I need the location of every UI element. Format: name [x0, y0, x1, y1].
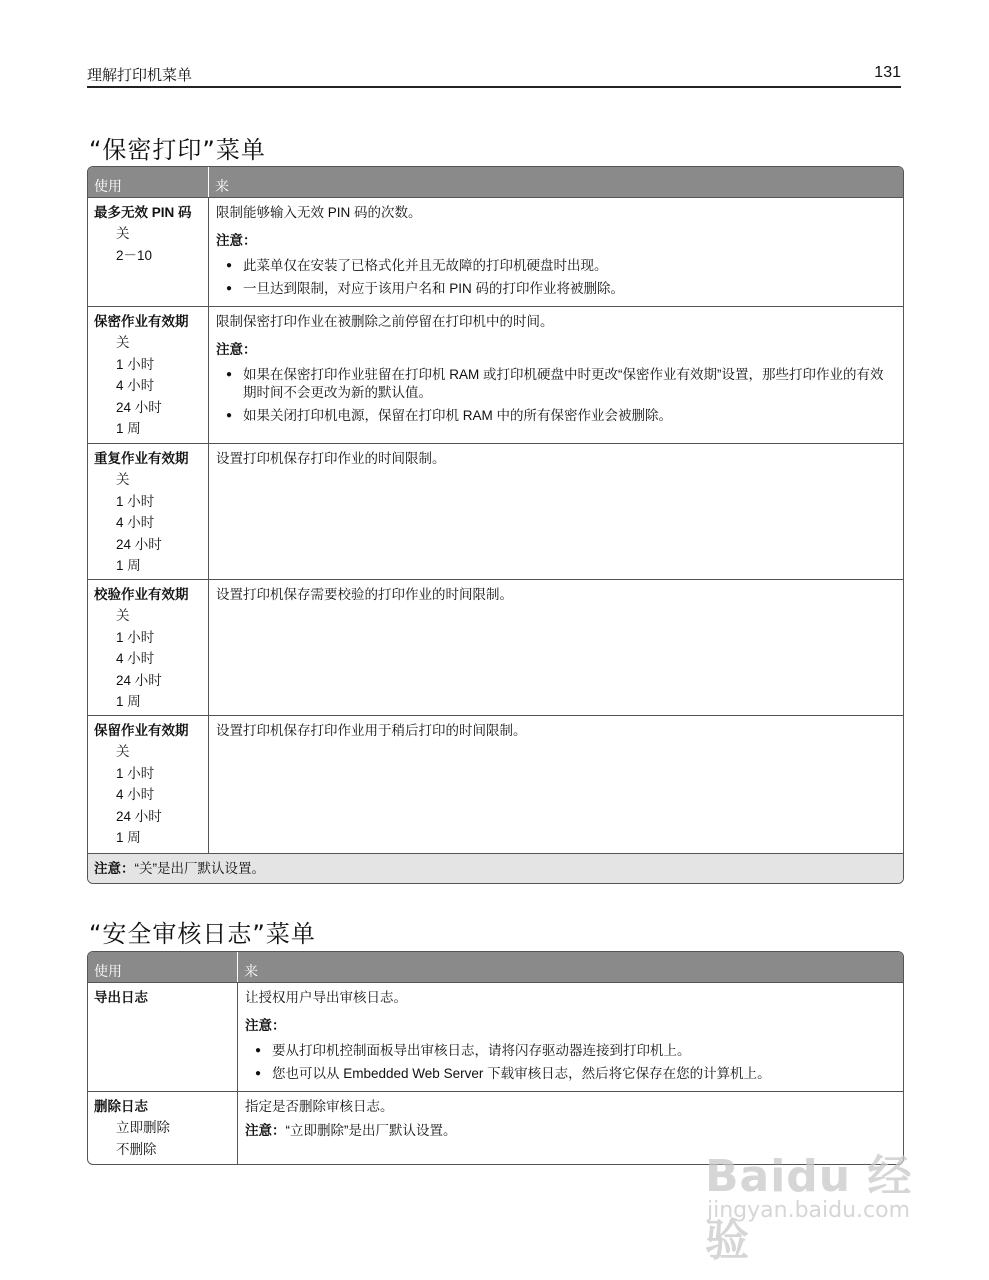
- item-description: 限制能够输入无效 PIN 码的次数。: [216, 205, 422, 220]
- option-value: 1 小时: [116, 765, 155, 781]
- item-description: 限制保密打印作业在被删除之前停留在打印机中的时间。: [216, 314, 554, 329]
- option-value: 1 周: [116, 694, 141, 710]
- watermark-url: jingyan.baidu.com: [707, 1198, 911, 1223]
- option-value: 不删除: [116, 1141, 157, 1157]
- inline-note: [245, 1121, 893, 1141]
- option-value: 4 小时: [116, 651, 155, 667]
- column-header-use: 使用: [88, 167, 209, 197]
- item-description: 设置打印机保存打印作业的时间限制。: [216, 451, 446, 466]
- option-value: 1 小时: [116, 629, 155, 645]
- menu-item-name: 导出日志: [94, 990, 148, 1005]
- column-header-to: 来: [215, 179, 229, 195]
- option-value: 24 小时: [116, 808, 162, 824]
- table-row: [88, 982, 903, 1091]
- option-value: 2－10: [116, 247, 153, 263]
- option-value: 1 周: [116, 558, 141, 574]
- option-value: 关: [116, 608, 130, 623]
- menu-item-name: 重复作业有效期: [94, 451, 189, 466]
- page-number: 131: [874, 64, 901, 81]
- option-value: 1 小时: [116, 356, 155, 372]
- note-item: ● 如果在保密打印作业驻留在打印机 RAM 或打印机硬盘中时更改“保密作业有效期”设置，那些打印作业的有效期时间不会更改为新的默认值。: [216, 366, 893, 402]
- note-item: ● 要从打印机控制面板导出审核日志，请将闪存驱动器连接到打印机上。: [245, 1042, 893, 1060]
- option-value: 1 小时: [116, 493, 155, 509]
- security-audit-log-menu-table: [87, 951, 904, 1165]
- menu-item-name: 保留作业有效期: [94, 723, 189, 738]
- section-title-security-audit-log: “安全审核日志”菜单: [89, 920, 316, 948]
- table-footer-note: [88, 853, 903, 883]
- footer-note-text: “关”是出厂默认设置。: [134, 861, 265, 876]
- option-value: 关: [116, 335, 130, 350]
- table-row: [88, 443, 903, 579]
- table-row: [88, 197, 903, 306]
- secure-print-menu-table: [87, 166, 904, 884]
- option-value: 关: [116, 226, 130, 241]
- item-description: 设置打印机保存需要校验的打印作业的时间限制。: [216, 587, 513, 602]
- column-header-use: 使用: [88, 952, 238, 982]
- watermark-logo: Baidu 经验: [705, 1151, 913, 1266]
- option-value: 24 小时: [116, 399, 162, 415]
- section-title-secure-print: “保密打印”菜单: [89, 136, 266, 164]
- item-description: 指定是否删除审核日志。: [245, 1099, 394, 1114]
- running-header-title: 理解打印机菜单: [87, 66, 193, 84]
- table-row: [88, 1091, 903, 1164]
- option-value: 关: [116, 744, 130, 759]
- item-description: 让授权用户导出审核日志。: [245, 990, 407, 1005]
- item-description: 设置打印机保存打印作业用于稍后打印的时间限制。: [216, 723, 527, 738]
- menu-item-name: 最多无效 PIN 码: [94, 205, 192, 220]
- table-header: [88, 167, 903, 197]
- note-label: 注意：: [216, 342, 257, 357]
- option-value: 24 小时: [116, 672, 162, 688]
- note-item: ● 如果关闭打印机电源，保留在打印机 RAM 中的所有保密作业会被删除。: [216, 407, 893, 425]
- note-list: [216, 366, 893, 425]
- option-value: 4 小时: [116, 515, 155, 531]
- option-value: 4 小时: [116, 787, 155, 803]
- table-row: [88, 306, 903, 443]
- table-row: [88, 579, 903, 715]
- menu-item-name: 校验作业有效期: [94, 587, 189, 602]
- option-value: 立即删除: [116, 1120, 170, 1135]
- note-text: “立即删除”是出厂默认设置。: [285, 1123, 457, 1138]
- option-value: 24 小时: [116, 536, 162, 552]
- footer-note-label: 注意：: [94, 861, 135, 876]
- option-value: 1 周: [116, 421, 141, 437]
- note-list: [216, 257, 893, 298]
- option-value: 1 周: [116, 830, 141, 846]
- note-label: 注意：: [245, 1018, 286, 1033]
- note-item: ● 一旦达到限制，对应于该用户名和 PIN 码的打印作业将被删除。: [216, 280, 893, 298]
- page-header: [87, 62, 901, 88]
- note-label: 注意：: [245, 1123, 286, 1138]
- column-header-to: 来: [244, 964, 258, 980]
- note-item: ● 此菜单仅在安装了已格式化并且无故障的打印机硬盘时出现。: [216, 257, 893, 275]
- option-value: 关: [116, 472, 130, 487]
- table-header: [88, 952, 903, 982]
- menu-item-name: 保密作业有效期: [94, 314, 189, 329]
- note-label: 注意：: [216, 233, 257, 248]
- option-value: 4 小时: [116, 378, 155, 394]
- note-list: [245, 1042, 893, 1083]
- menu-item-name: 删除日志: [94, 1099, 148, 1114]
- note-item: ● 您也可以从 Embedded Web Server 下载审核日志，然后将它保存在您的计算机上。: [245, 1065, 893, 1083]
- table-row: [88, 715, 903, 853]
